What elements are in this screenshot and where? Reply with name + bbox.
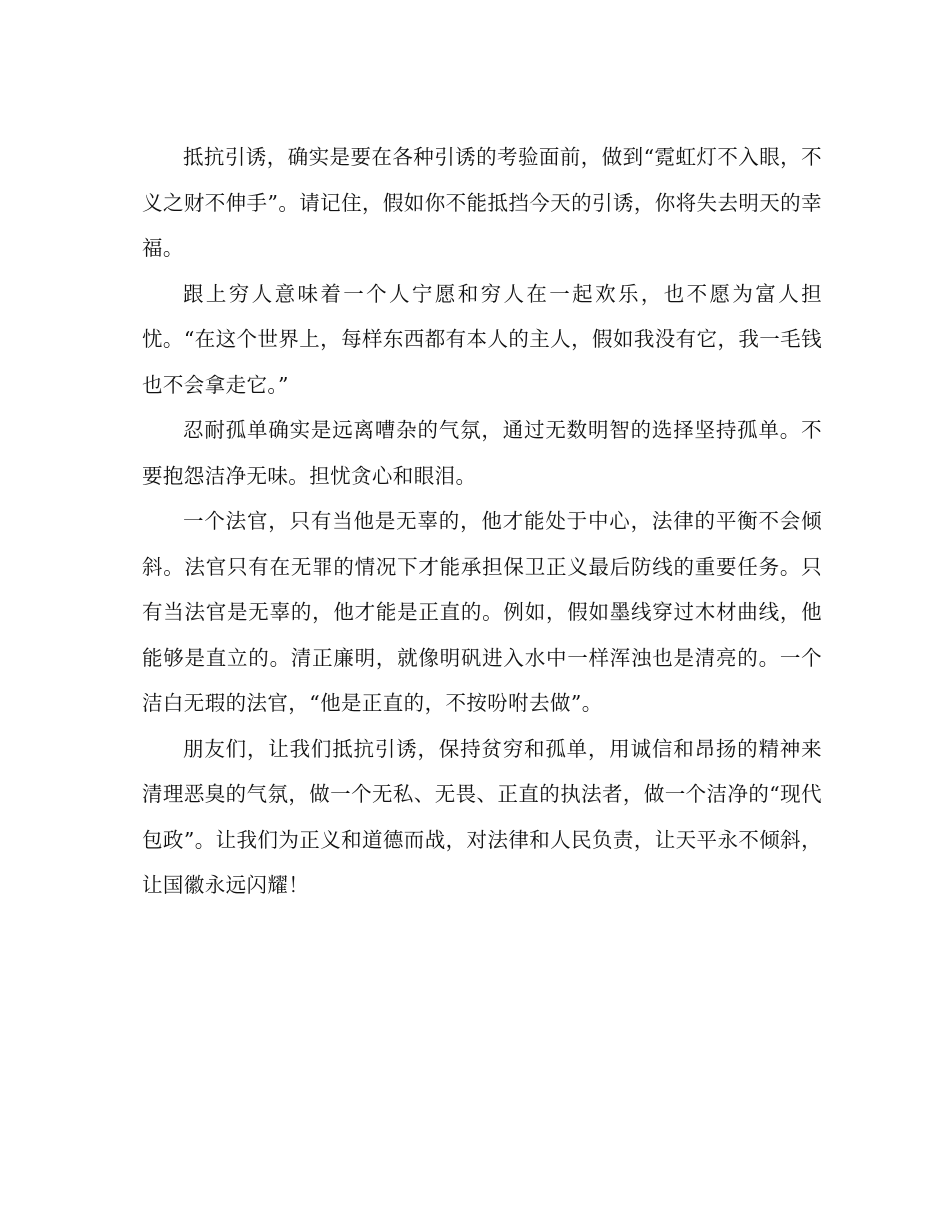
paragraph-closing-call: 朋友们，让我们抵抗引诱，保持贫穷和孤单，用诚信和昂扬的精神来清理恶臭的气氛，做一个无私、无畏、正直的执法者，做一个洁净的“现代包政”。让我们为正义和道德而战，对法律和人民负责，让天平永不倾斜，让国徽永远闪耀！ [142,736,822,897]
paragraph-follow-the-poor: 跟上穷人意味着一个人宁愿和穷人在一起欢乐，也不愿为富人担忧。“在这个世界上，每样东西都有本人的主人，假如我没有它，我一毛钱也不会拿走它。” [142,281,822,397]
paragraph-resist-temptation: 抵抗引诱，确实是要在各种引诱的考验面前，做到“霓虹灯不入眼，不义之财不伸手”。请记住，假如你不能抵挡今天的引诱，你将失去明天的幸福。 [142,145,822,260]
paragraph-judge-integrity: 一个法官，只有当他是无辜的，他才能处于中心，法律的平衡不会倾斜。法官只有在无罪的情况下才能承担保卫正义最后防线的重要任务。只有当法官是无辜的，他才能是正直的。例如，假如墨线穿过木材曲线，他能够是直立的。清正廉明，就像明矾进入水中一样浑浊也是清亮的。一个洁白无瑕的法官，“他是正直的，不按吩咐去做”。 [142,509,822,715]
paragraph-endure-loneliness: 忍耐孤单确实是远离嘈杂的气氛，通过无数明智的选择坚持孤单。不要抱怨洁净无味。担忧贪心和眼泪。 [142,418,822,488]
document-body [142,135,822,909]
